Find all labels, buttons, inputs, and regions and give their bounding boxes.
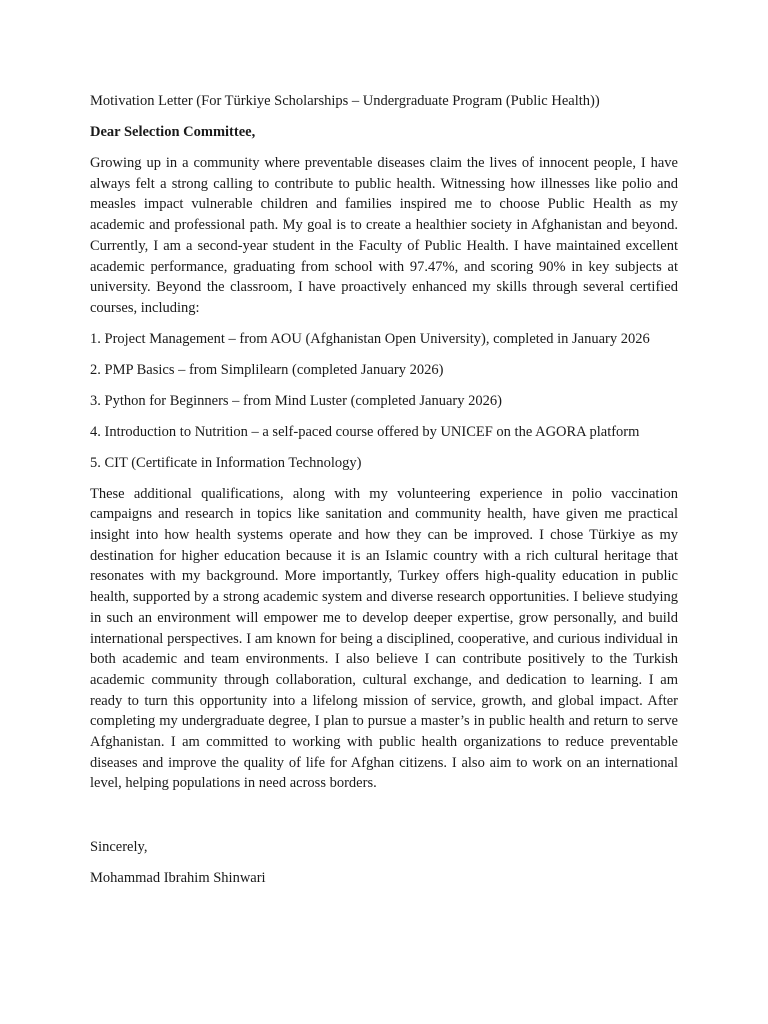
body-paragraph: These additional qualifications, along with my volunteering experience in polio vaccination campaigns and research in topics like sanitation and community health, have given me practical insight into how health systems operate and how they can be improved. I chose Türkiye as my destination for higher education because it is an Islamic country with a rich cultural heritage that resonates with my background. More importantly, Turkey offers high-quality education in public health, supported by a strong academic system and diverse research opportunities. I believe studying in such an environment will empower me to develop deeper expertise, grow personally, and build international perspectives. I am known for being a disciplined, cooperative, and curious individual in both academic and team environments. I also believe I can contribute positively to the Turkish academic community through collaboration, cultural exchange, and dedication to learning. I am ready to turn this opportunity into a lifelong mission of service, growth, and global impact. After completing my undergraduate degree, I plan to pursue a master’s in public health and return to serve Afghanistan. I am committed to working with public health organizations to reduce preventable diseases and improve the quality of life for Afghan citizens. I also aim to work on an international level, helping populations in need across borders. <box>90 485 678 792</box>
closing: Sincerely, <box>90 839 148 855</box>
intro-paragraph: Growing up in a community where preventable diseases claim the lives of innocent people, I have always felt a strong calling to contribute to public health. Witnessing how illnesses like polio and measles impact vulnerable children and families inspired me to choose Public Health as my academic and professional path. My goal is to create a healthier society in Afghanistan and beyond. Currently, I am a second-year student in the Faculty of Public Health. I have maintained excellent academic performance, graduating from school with 97.47%, and scoring 90% in key subjects at university. Beyond the classroom, I have proactively enhanced my skills through several certified courses, including: <box>90 155 678 316</box>
letter-title: Motivation Letter (For Türkiye Scholarships – Undergraduate Program (Public Health)) <box>90 93 600 109</box>
course-item-1: 1. Project Management – from AOU (Afghanistan Open University), completed in January 2026 <box>90 330 650 347</box>
signature-name: Mohammad Ibrahim Shinwari <box>90 870 266 886</box>
course-item-2: 2. PMP Basics – from Simplilearn (completed January 2026) <box>90 361 444 378</box>
letter-body <box>90 91 678 804</box>
course-item-3: 3. Python for Beginners – from Mind Luster (completed January 2026) <box>90 392 502 409</box>
salutation: Dear Selection Committee, <box>90 124 256 140</box>
course-item-4: 4. Introduction to Nutrition – a self-paced course offered by UNICEF on the AGORA platform <box>90 423 640 440</box>
signoff-block <box>90 837 678 899</box>
course-item-5: 5. CIT (Certificate in Information Technology) <box>90 454 362 471</box>
